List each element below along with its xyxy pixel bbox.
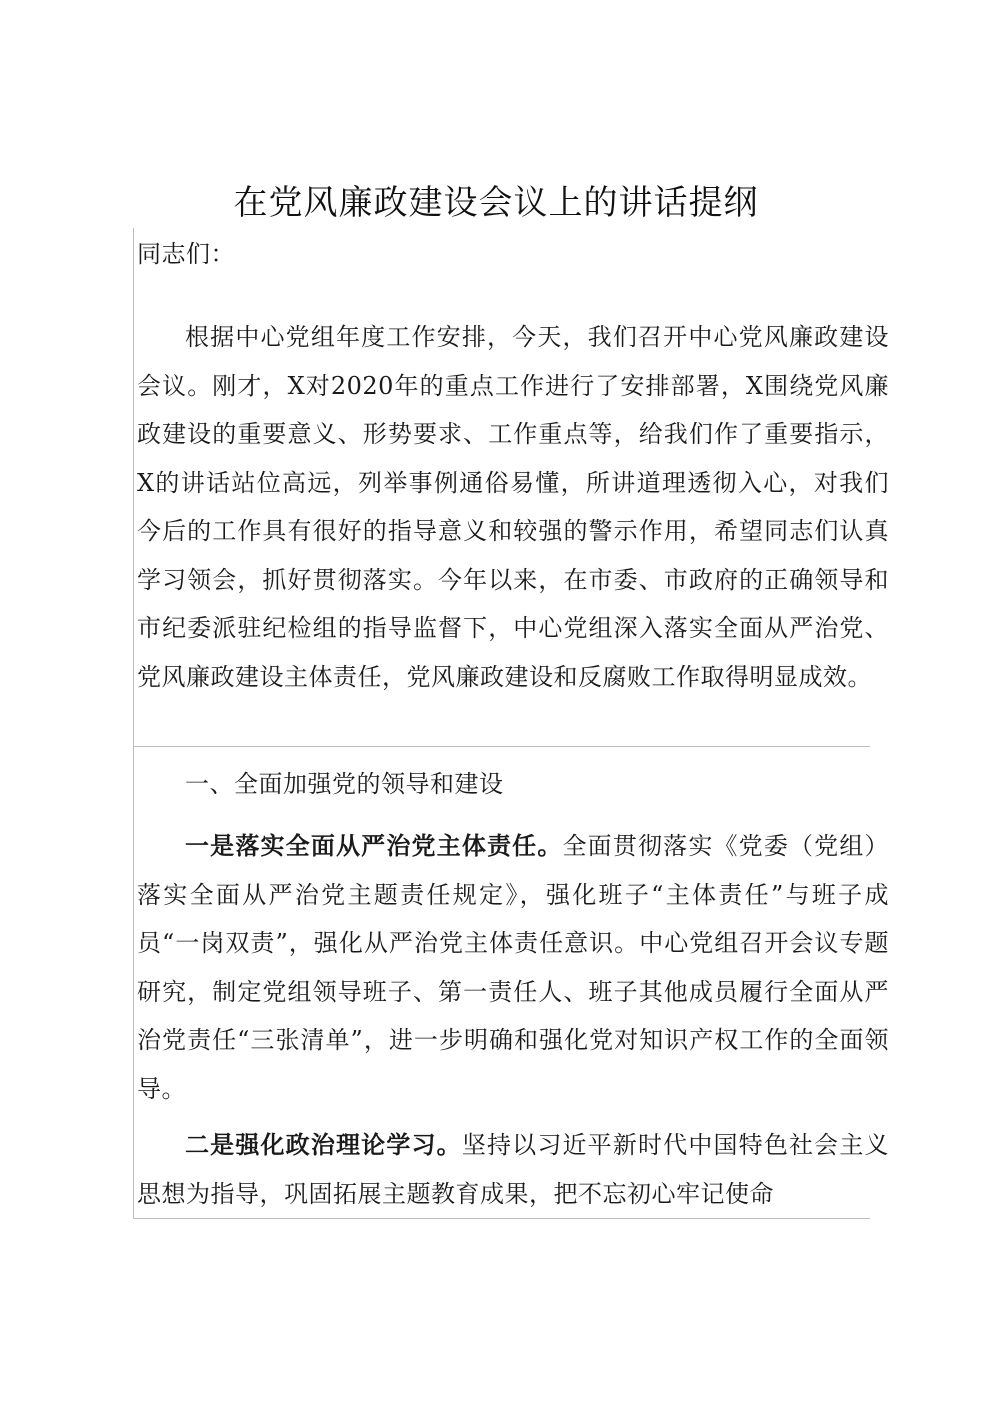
- document-title: 在党风廉政建设会议上的讲话提纲: [233, 183, 759, 223]
- intro-paragraph: 根据中心党组年度工作安排，今天，我们召开中心党风廉政建设会议。刚才，X对2020年的重点工作进行了安排部署，X围绕党风廉政建设的重要意义、形势要求、工作重点等，给我们作了重要指示，X的讲话站位高远，列举事例通俗易懂，所讲道理透彻入心，对我们今后的工作具有很好的指导意义和较强的警示作用，希望同志们认真学习领会，抓好贯彻落实。今年以来，在市委、市政府的正确领导和市纪委派驻纪检组的指导监督下，中心党组深入落实全面从严治党、党风廉政建设主体责任，党风廉政建设和反腐败工作取得明显成效。: [137, 323, 889, 691]
- point-2-lead: 二是强化政治理论学习。: [185, 1130, 462, 1159]
- point-2-body: 坚持以习近平新时代中国特色社会主义思想为指导，巩固拓展主题教育成果，把不忘初心牢记使命: [137, 1131, 889, 1208]
- point-paragraph-2: [137, 1121, 889, 1217]
- point-1-body: 全面贯彻落实《党委（党组）落实全面从严治党主题责任规定》，强化班子“主体责任”与班子成员“一岗双责”，强化从严治党主体责任意识。中心党组召开会议专题研究，制定党组领导班子、第一责任人、班子其他成员履行全面从严治党责任“三张清单”，进一步明确和强化党对知识产权工作的全面领导。: [137, 832, 889, 1103]
- point-paragraph-1: [137, 822, 889, 1113]
- section-heading: 一、全面加强党的领导和建设: [185, 770, 504, 798]
- point-1-lead: 一是落实全面从严治党主体责任。: [185, 831, 563, 860]
- salutation: 同志们：: [137, 240, 235, 268]
